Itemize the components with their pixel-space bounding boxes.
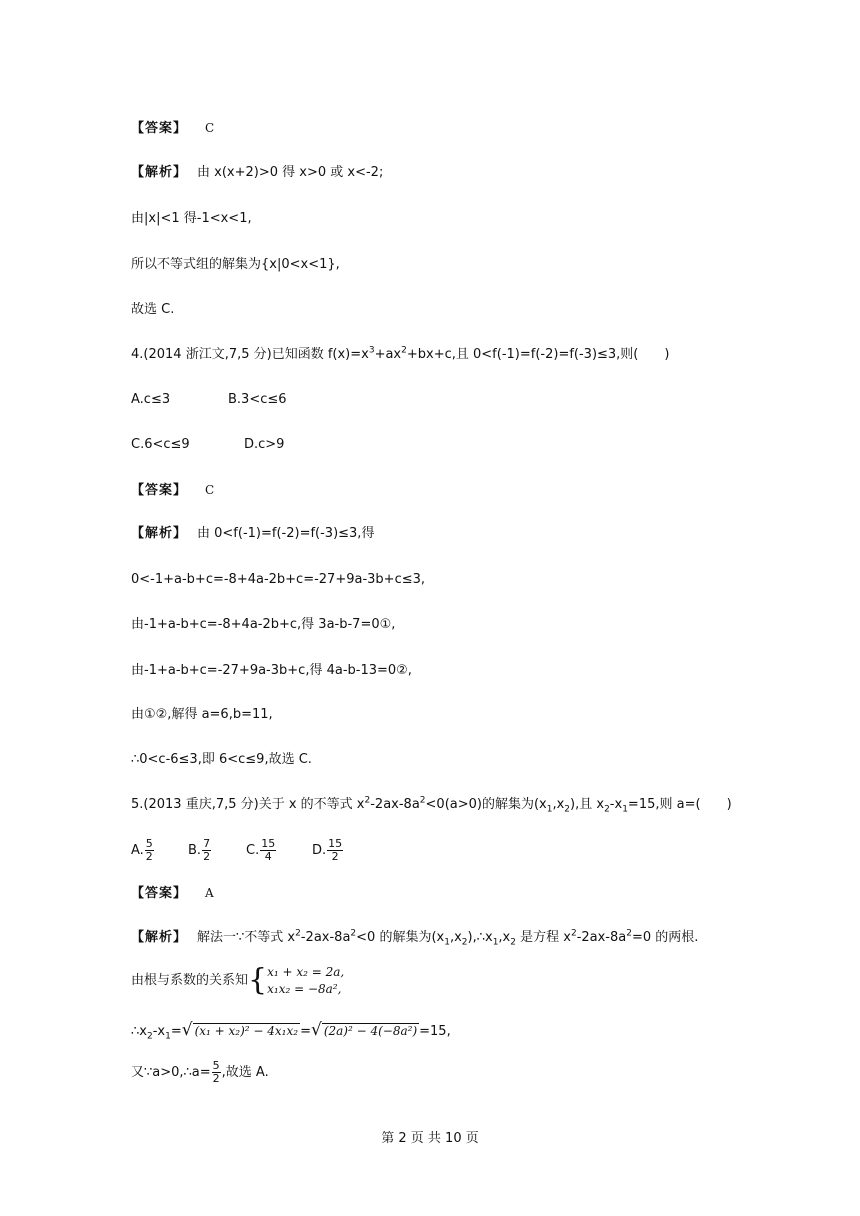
numerator: 5: [145, 837, 153, 850]
analysis-text: ,x: [449, 930, 462, 945]
brace: {: [248, 962, 268, 998]
fraction: [260, 838, 276, 863]
stem-part: =15,则 a=(: [627, 797, 701, 812]
answer-line-4: [131, 481, 214, 500]
answer-tag: 【答案】: [131, 886, 188, 901]
final-line: [131, 1060, 269, 1086]
option-label: B.: [188, 843, 202, 858]
text: -x: [152, 1024, 166, 1039]
option-b: B.3<c≤6: [228, 392, 287, 407]
text: ∴x: [131, 1024, 147, 1039]
denominator: 2: [331, 850, 339, 863]
numerator: 15: [328, 837, 343, 850]
answer-tag: 【答案】: [131, 483, 188, 498]
q4-options-row-1: [131, 391, 287, 409]
text: 又∵a>0,∴a=: [131, 1065, 211, 1080]
answer-value: C: [205, 121, 215, 135]
analysis-tag: 【解析】: [131, 930, 188, 945]
analysis-tag: 【解析】: [131, 165, 188, 180]
option-b: [188, 838, 246, 864]
radicand: (2a)² − 4(−8a²): [323, 1024, 418, 1038]
fraction: [212, 1060, 221, 1085]
sub: 1: [444, 937, 450, 948]
numerator: 5: [212, 1059, 220, 1072]
option-label: A.: [131, 843, 144, 858]
denominator: 2: [203, 850, 211, 863]
sub: 2: [510, 937, 516, 948]
radicand: (x₁ + x₂)² − 4x₁x₂: [194, 1024, 299, 1038]
sup: 2: [401, 345, 407, 356]
vieta-line: [131, 962, 344, 1000]
option-label: D.: [312, 843, 327, 858]
stem-part: 4.(2014 浙江文,7,5 分)已知函数 f(x)=x: [131, 347, 369, 362]
stem-part: ,x: [552, 797, 565, 812]
numerator: 15: [261, 837, 276, 850]
analysis-line: [131, 929, 698, 947]
option-d: D.c>9: [244, 437, 285, 452]
answer-value: A: [205, 886, 214, 900]
sup: 2: [570, 928, 577, 939]
option-c: [246, 838, 312, 864]
analysis-text: 是方程 x: [515, 930, 571, 945]
denominator: 2: [145, 850, 153, 863]
numerator: 7: [203, 837, 211, 850]
stem-part: -2ax-8a: [370, 797, 420, 812]
stem-part: 5.(2013 重庆,7,5 分)关于 x 的不等式 x: [131, 797, 365, 812]
fraction: [145, 838, 154, 863]
option-d: [312, 838, 344, 864]
analysis-text: 由 0<f(-1)=f(-2)=f(-3)≤3,得: [197, 526, 375, 541]
analysis-text: ),∴x: [467, 930, 493, 945]
denominator: 4: [264, 850, 272, 863]
q5-options: [131, 838, 344, 864]
stem-part: +ax: [374, 347, 402, 362]
sub: 2: [146, 1031, 153, 1042]
analysis-text: <0 的解集为(x: [356, 930, 445, 945]
q4-options-row-2: [131, 436, 284, 454]
analysis-text: =0 的两根.: [631, 930, 699, 945]
option-a: A.c≤3: [131, 392, 171, 407]
equation-system: [267, 964, 344, 998]
sub: 2: [604, 804, 610, 815]
sub: 1: [622, 804, 628, 815]
stem-part: <0(a>0)的解集为(x: [425, 797, 547, 812]
stem-part: ): [726, 797, 732, 812]
text-line: 所以不等式组的解集为{x|0<x<1},: [131, 257, 340, 272]
answer-line-1: [131, 119, 214, 138]
text-line: 由-1+a-b+c=-27+9a-3b+c,得 4a-b-13=0②,: [131, 663, 412, 678]
sup: 2: [419, 795, 426, 806]
text: =: [300, 1024, 311, 1039]
text-line: 由|x|<1 得-1<x<1,: [131, 211, 252, 226]
analysis-text: ,x: [498, 930, 511, 945]
sub: 1: [165, 1031, 171, 1042]
sqrt-sign: √: [181, 1020, 193, 1040]
sup: 2: [364, 795, 371, 806]
sub: 1: [546, 804, 553, 815]
sqrt-sign: √: [310, 1020, 322, 1040]
option-c: C.6<c≤9: [131, 437, 190, 452]
equation: x₁ + x₂ = 2a,: [267, 964, 345, 979]
option-label: C.: [246, 843, 260, 858]
analysis-tag: 【解析】: [131, 526, 188, 541]
sub: 2: [461, 937, 468, 948]
denominator: 2: [212, 1072, 220, 1085]
text-line: 0<-1+a-b+c=-8+4a-2b+c=-27+9a-3b+c≤3,: [131, 572, 426, 587]
analysis-text: 由 x(x+2)>0 得 x>0 或 x<-2;: [197, 165, 384, 180]
question-4-stem: [131, 346, 669, 364]
sub: 1: [492, 937, 499, 948]
equation: x₁x₂ = −8a²,: [267, 981, 342, 996]
text-line: 故选 C.: [131, 302, 175, 317]
sup: 3: [368, 345, 375, 356]
stem-part: ),且 x: [570, 797, 605, 812]
text: =: [170, 1024, 182, 1039]
sup: 2: [626, 928, 632, 939]
text-line: 由-1+a-b+c=-8+4a-2b+c,得 3a-b-7=0①,: [131, 617, 396, 632]
stem-part: -x: [609, 797, 623, 812]
sup: 2: [350, 928, 357, 939]
analysis-text: -2ax-8a: [300, 930, 351, 945]
question-5-stem: [131, 796, 732, 814]
answer-line-5: [131, 884, 214, 903]
option-a: [131, 838, 188, 864]
difference-line: [131, 1018, 451, 1044]
analysis-line: [131, 164, 383, 182]
text: ,故选 A.: [221, 1065, 269, 1080]
stem-part: ): [664, 347, 670, 362]
sup: 2: [295, 928, 301, 939]
fraction: [202, 838, 211, 863]
answer-tag: 【答案】: [131, 121, 188, 136]
vieta-prefix: 由根与系数的关系知: [131, 973, 249, 988]
analysis-line: [131, 525, 374, 543]
page-footer: 第 2 页 共 10 页: [381, 1131, 479, 1146]
analysis-text: 解法一∵不等式 x: [197, 930, 296, 945]
sub: 2: [564, 804, 571, 815]
text-line: 由①②,解得 a=6,b=11,: [131, 707, 273, 722]
answer-value: C: [205, 483, 215, 497]
analysis-text: -2ax-8a: [576, 930, 627, 945]
text: =15,: [419, 1024, 451, 1039]
fraction: [327, 838, 343, 863]
text-line: ∴0<c-6≤3,即 6<c≤9,故选 C.: [131, 752, 312, 767]
stem-part: +bx+c,且 0<f(-1)=f(-2)=f(-3)≤3,则(: [406, 347, 639, 362]
